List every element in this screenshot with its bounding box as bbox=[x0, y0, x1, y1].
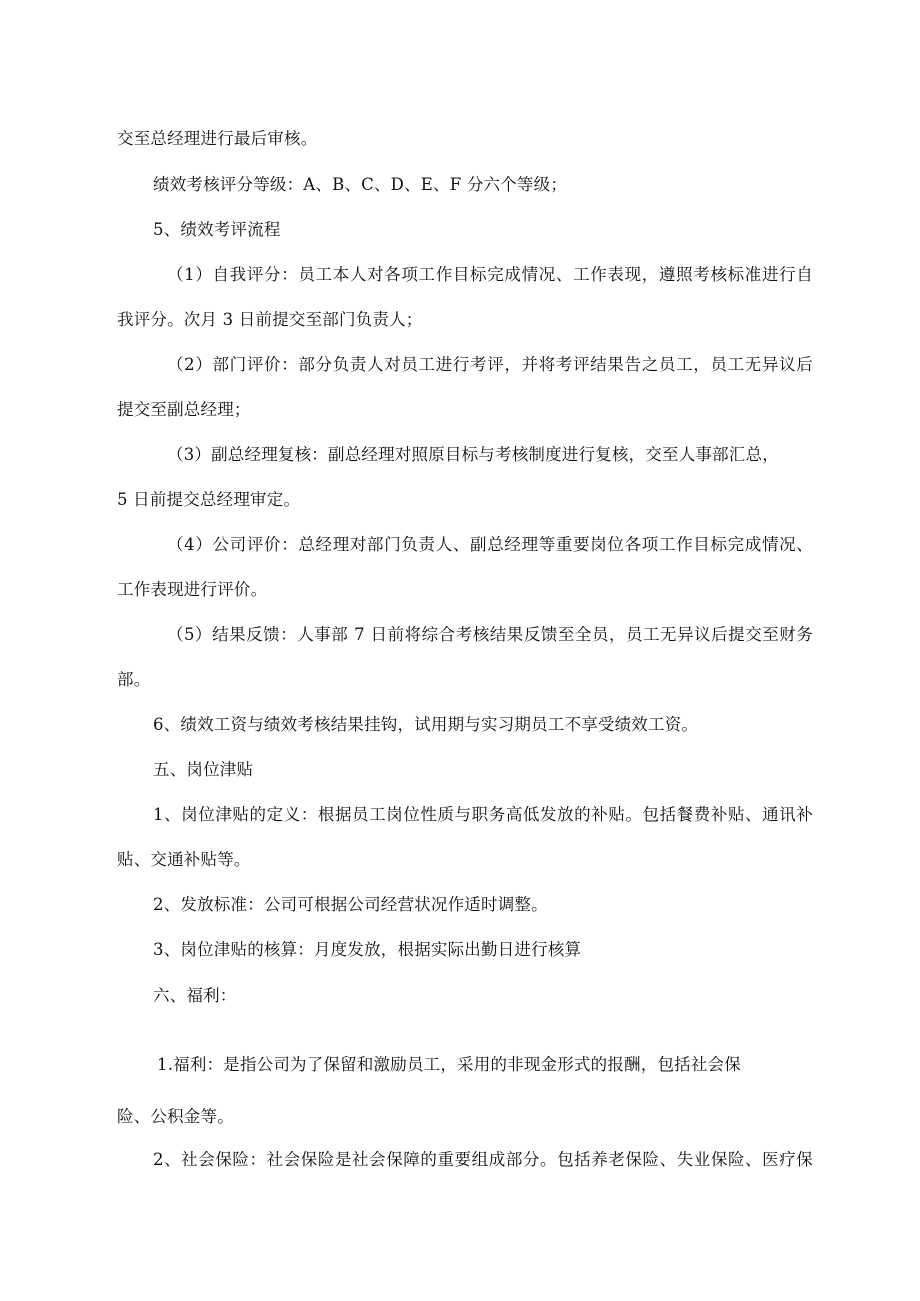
text-line: 我评分。次月 3 日前提交至部门负责人； bbox=[117, 310, 423, 329]
text-line: 贴、交通补贴等。 bbox=[117, 850, 251, 869]
text-line: 5 日前提交总经理审定。 bbox=[117, 490, 301, 509]
text-line: 提交至副总经理； bbox=[117, 400, 251, 419]
text-line: 2、社会保险：社会保险是社会保障的重要组成部分。包括养老保险、失业保险、医疗保 bbox=[153, 1150, 813, 1169]
text-line: 3、岗位津贴的核算：月度发放，根据实际出勤日进行核算 bbox=[153, 940, 582, 959]
text-line: 工作表现进行评价。 bbox=[117, 580, 268, 599]
text-line: （2）部门评价：部分负责人对员工进行考评，并将考评结果告之员工，员工无异议后 bbox=[167, 355, 813, 374]
text-line: （3）副总经理复核：副总经理对照原目标与考核制度进行复核，交至人事部汇总， bbox=[167, 445, 779, 464]
text-line: 2、发放标准：公司可根据公司经营状况作适时调整。 bbox=[153, 895, 548, 914]
section-heading: 五、岗位津贴 bbox=[153, 760, 254, 779]
text-line: （4）公司评价：总经理对部门负责人、副总经理等重要岗位各项工作目标完成情况、 bbox=[167, 535, 813, 554]
text-line: 6、绩效工资与绩效考核结果挂钩，试用期与实习期员工不享受绩效工资。 bbox=[153, 715, 699, 734]
text-line: 险、公积金等。 bbox=[117, 1107, 234, 1126]
text-line: （5）结果反馈：人事部 7 日前将综合考核结果反馈至全员，员工无异议后提交至财务 bbox=[167, 625, 813, 644]
text-line: 交至总经理进行最后审核。 bbox=[117, 129, 318, 148]
text-line: 1、岗位津贴的定义：根据员工岗位性质与职务高低发放的补贴。包括餐费补贴、通讯补 bbox=[153, 805, 813, 824]
text-line: 1.福利：是指公司为了保留和激励员工，采用的非现金形式的报酬，包括社会保 bbox=[157, 1055, 741, 1074]
text-line: 部。 bbox=[117, 670, 151, 689]
text-line: 绩效考核评分等级：A、B、C、D、E、F 分六个等级； bbox=[153, 175, 568, 194]
section-heading: 5、绩效考评流程 bbox=[153, 220, 281, 239]
text-line: （1）自我评分：员工本人对各项工作目标完成情况、工作表现，遵照考核标准进行自 bbox=[167, 265, 813, 284]
section-heading: 六、福利： bbox=[153, 986, 237, 1005]
